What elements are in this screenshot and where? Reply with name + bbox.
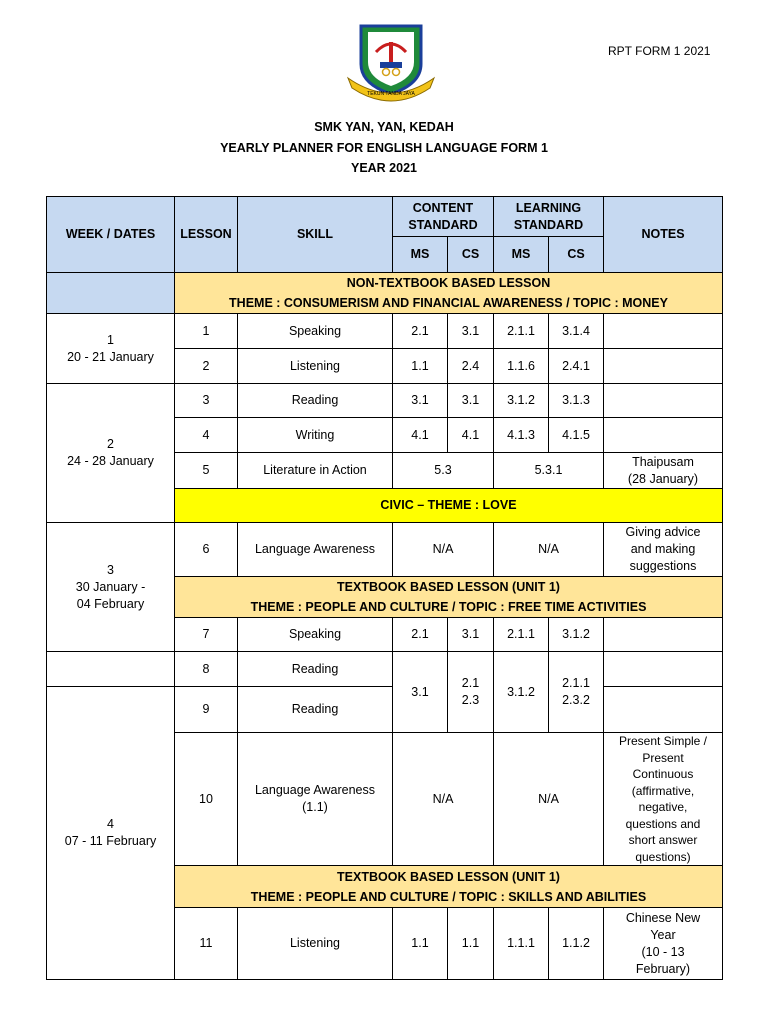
planner-year: YEAR 2021 xyxy=(350,161,417,175)
content-cs-line: 2.3 xyxy=(461,693,480,707)
notes-line: negative, xyxy=(638,800,688,814)
lesson-number: 8 xyxy=(175,652,238,687)
week-number: 2 xyxy=(107,437,114,451)
theme-band-free-time xyxy=(175,577,723,618)
skill: Reading xyxy=(238,652,393,687)
lesson-number: 9 xyxy=(175,687,238,733)
content-cs: 2.4 xyxy=(448,349,494,384)
content-standard: N/A xyxy=(393,523,494,577)
lesson-number: 4 xyxy=(175,418,238,453)
notes-line: Present Simple / xyxy=(618,734,708,748)
band-line-2: THEME : PEOPLE AND CULTURE / TOPIC : FREE TIME ACTIVITIES xyxy=(250,600,647,614)
learning-cs xyxy=(549,652,604,733)
content-cs: 3.1 xyxy=(448,618,494,652)
notes-line: Chinese New xyxy=(625,910,701,925)
school-name: SMK YAN, YAN, KEDAH xyxy=(314,120,454,134)
table-row xyxy=(47,652,723,687)
notes xyxy=(604,384,723,418)
header-week-dates: WEEK / DATES xyxy=(47,197,175,273)
notes xyxy=(604,349,723,384)
week-dates: 07 - 11 February xyxy=(64,834,157,848)
header-learning-ms: MS xyxy=(494,237,549,273)
learning-ms: 1.1.6 xyxy=(494,349,549,384)
content-ms: 2.1 xyxy=(393,314,448,349)
week-dates: 24 - 28 January xyxy=(67,454,154,468)
school-crest-logo xyxy=(346,22,436,102)
lesson-number: 10 xyxy=(175,733,238,866)
week-2-cell xyxy=(47,384,175,523)
content-cs-line: 2.1 xyxy=(461,676,480,690)
band-line-2: THEME : PEOPLE AND CULTURE / TOPIC : SKILLS AND ABILITIES xyxy=(250,889,647,904)
learning-cs: 3.1.4 xyxy=(549,314,604,349)
table-row xyxy=(47,384,723,418)
learning-standard: 5.3.1 xyxy=(494,453,604,489)
notes xyxy=(604,652,723,687)
notes xyxy=(604,314,723,349)
learning-cs: 2.4.1 xyxy=(549,349,604,384)
table-row xyxy=(47,687,723,733)
skill: Listening xyxy=(238,349,393,384)
lesson-number: 6 xyxy=(175,523,238,577)
learning-cs: 3.1.3 xyxy=(549,384,604,418)
skill: Reading xyxy=(238,687,393,733)
notes-line: questions) xyxy=(635,849,691,864)
band-line-1: TEXTBOOK BASED LESSON (UNIT 1) xyxy=(337,580,560,594)
notes-line: Continuous xyxy=(632,767,694,781)
notes xyxy=(604,733,723,866)
notes-line: (10 - 13 xyxy=(641,944,685,959)
learning-cs: 1.1.2 xyxy=(549,908,604,980)
table-row xyxy=(47,523,723,577)
notes-line: Thaipusam xyxy=(632,454,694,469)
notes xyxy=(604,418,723,453)
week-4-cell xyxy=(47,687,175,980)
lesson-number: 3 xyxy=(175,384,238,418)
learning-cs: 4.1.5 xyxy=(549,418,604,453)
skill: Reading xyxy=(238,384,393,418)
notes-line: suggestions xyxy=(629,559,697,573)
form-label: RPT FORM 1 2021 xyxy=(608,44,711,58)
learning-cs-line: 2.3.2 xyxy=(562,693,590,707)
header-content-standard: CONTENT STANDARD xyxy=(393,197,494,237)
learning-ms: 3.1.2 xyxy=(494,384,549,418)
learning-ms: 4.1.3 xyxy=(494,418,549,453)
header-content-ms: MS xyxy=(393,237,448,273)
theme-band-skills xyxy=(175,866,723,908)
band-line-1: TEXTBOOK BASED LESSON (UNIT 1) xyxy=(337,869,560,884)
skill: Listening xyxy=(238,908,393,980)
notes-line: and making xyxy=(630,542,696,556)
content-ms: 3.1 xyxy=(393,384,448,418)
week-number: 1 xyxy=(107,332,114,347)
header-lesson: LESSON xyxy=(175,197,238,273)
week-3-cell xyxy=(47,523,175,652)
skill-line: (1.1) xyxy=(302,800,328,814)
header-content-cs: CS xyxy=(448,237,494,273)
lesson-number: 5 xyxy=(175,453,238,489)
lesson-number: 2 xyxy=(175,349,238,384)
skill: Literature in Action xyxy=(238,453,393,489)
skill: Speaking xyxy=(238,618,393,652)
notes-line: Year xyxy=(650,927,676,942)
header-learning-cs: CS xyxy=(549,237,604,273)
lesson-number: 11 xyxy=(175,908,238,980)
learning-ms: 2.1.1 xyxy=(494,314,549,349)
header-week-filler xyxy=(47,273,175,314)
band-line-1: NON-TEXTBOOK BASED LESSON xyxy=(346,276,551,290)
notes-line: short answer xyxy=(628,833,698,847)
lesson-number: 1 xyxy=(175,314,238,349)
skill xyxy=(238,733,393,866)
content-cs xyxy=(448,652,494,733)
learning-standard: N/A xyxy=(494,733,604,866)
content-cs: 1.1 xyxy=(448,908,494,980)
notes xyxy=(604,618,723,652)
skill: Writing xyxy=(238,418,393,453)
week-number: 3 xyxy=(107,562,114,577)
lesson-number: 7 xyxy=(175,618,238,652)
learning-cs: 3.1.2 xyxy=(549,618,604,652)
civic-theme-band: CIVIC – THEME : LOVE xyxy=(175,489,723,523)
content-ms: 3.1 xyxy=(393,652,448,733)
learning-cs-line: 2.1.1 xyxy=(562,676,590,690)
table-row xyxy=(47,314,723,349)
header-notes: NOTES xyxy=(604,197,723,273)
theme-band-money xyxy=(175,273,723,314)
week-dates: 20 - 21 January xyxy=(67,349,154,364)
content-standard: N/A xyxy=(393,733,494,866)
notes xyxy=(604,453,723,489)
content-ms: 1.1 xyxy=(393,908,448,980)
skill-line: Language Awareness xyxy=(254,783,375,797)
content-ms: 2.1 xyxy=(393,618,448,652)
document-titles xyxy=(0,117,768,179)
notes-line: (28 January) xyxy=(627,471,699,486)
content-cs: 3.1 xyxy=(448,314,494,349)
content-standard: 5.3 xyxy=(393,453,494,489)
learning-ms: 1.1.1 xyxy=(494,908,549,980)
yearly-planner-table xyxy=(46,196,723,980)
notes xyxy=(604,523,723,577)
planner-title: YEARLY PLANNER FOR ENGLISH LANGUAGE FORM 1 xyxy=(220,140,548,155)
band-line-2: THEME : CONSUMERISM AND FINANCIAL AWARENESS / TOPIC : MONEY xyxy=(229,296,668,310)
content-ms: 1.1 xyxy=(393,349,448,384)
content-cs: 3.1 xyxy=(448,384,494,418)
notes-line: Present xyxy=(642,750,684,765)
notes xyxy=(604,908,723,980)
notes-line: (affirmative, xyxy=(631,783,695,798)
skill: Language Awareness xyxy=(238,523,393,577)
header-learning-standard: LEARNING STANDARD xyxy=(494,197,604,237)
header-skill: SKILL xyxy=(238,197,393,273)
learning-ms: 2.1.1 xyxy=(494,618,549,652)
notes-line: February) xyxy=(635,961,691,976)
learning-standard: N/A xyxy=(494,523,604,577)
content-cs: 4.1 xyxy=(448,418,494,453)
week-dates: 04 February xyxy=(76,596,145,611)
week-1-cell xyxy=(47,314,175,384)
learning-ms: 3.1.2 xyxy=(494,652,549,733)
week-3-filler xyxy=(47,652,175,687)
logo-motto: TEKUN TANDA JAYA xyxy=(367,91,415,97)
week-dates: 30 January - xyxy=(75,579,146,594)
notes xyxy=(604,687,723,733)
notes-line: questions and xyxy=(625,816,701,831)
skill: Speaking xyxy=(238,314,393,349)
content-ms: 4.1 xyxy=(393,418,448,453)
notes-line: Giving advice xyxy=(625,525,701,539)
week-number: 4 xyxy=(107,817,114,831)
